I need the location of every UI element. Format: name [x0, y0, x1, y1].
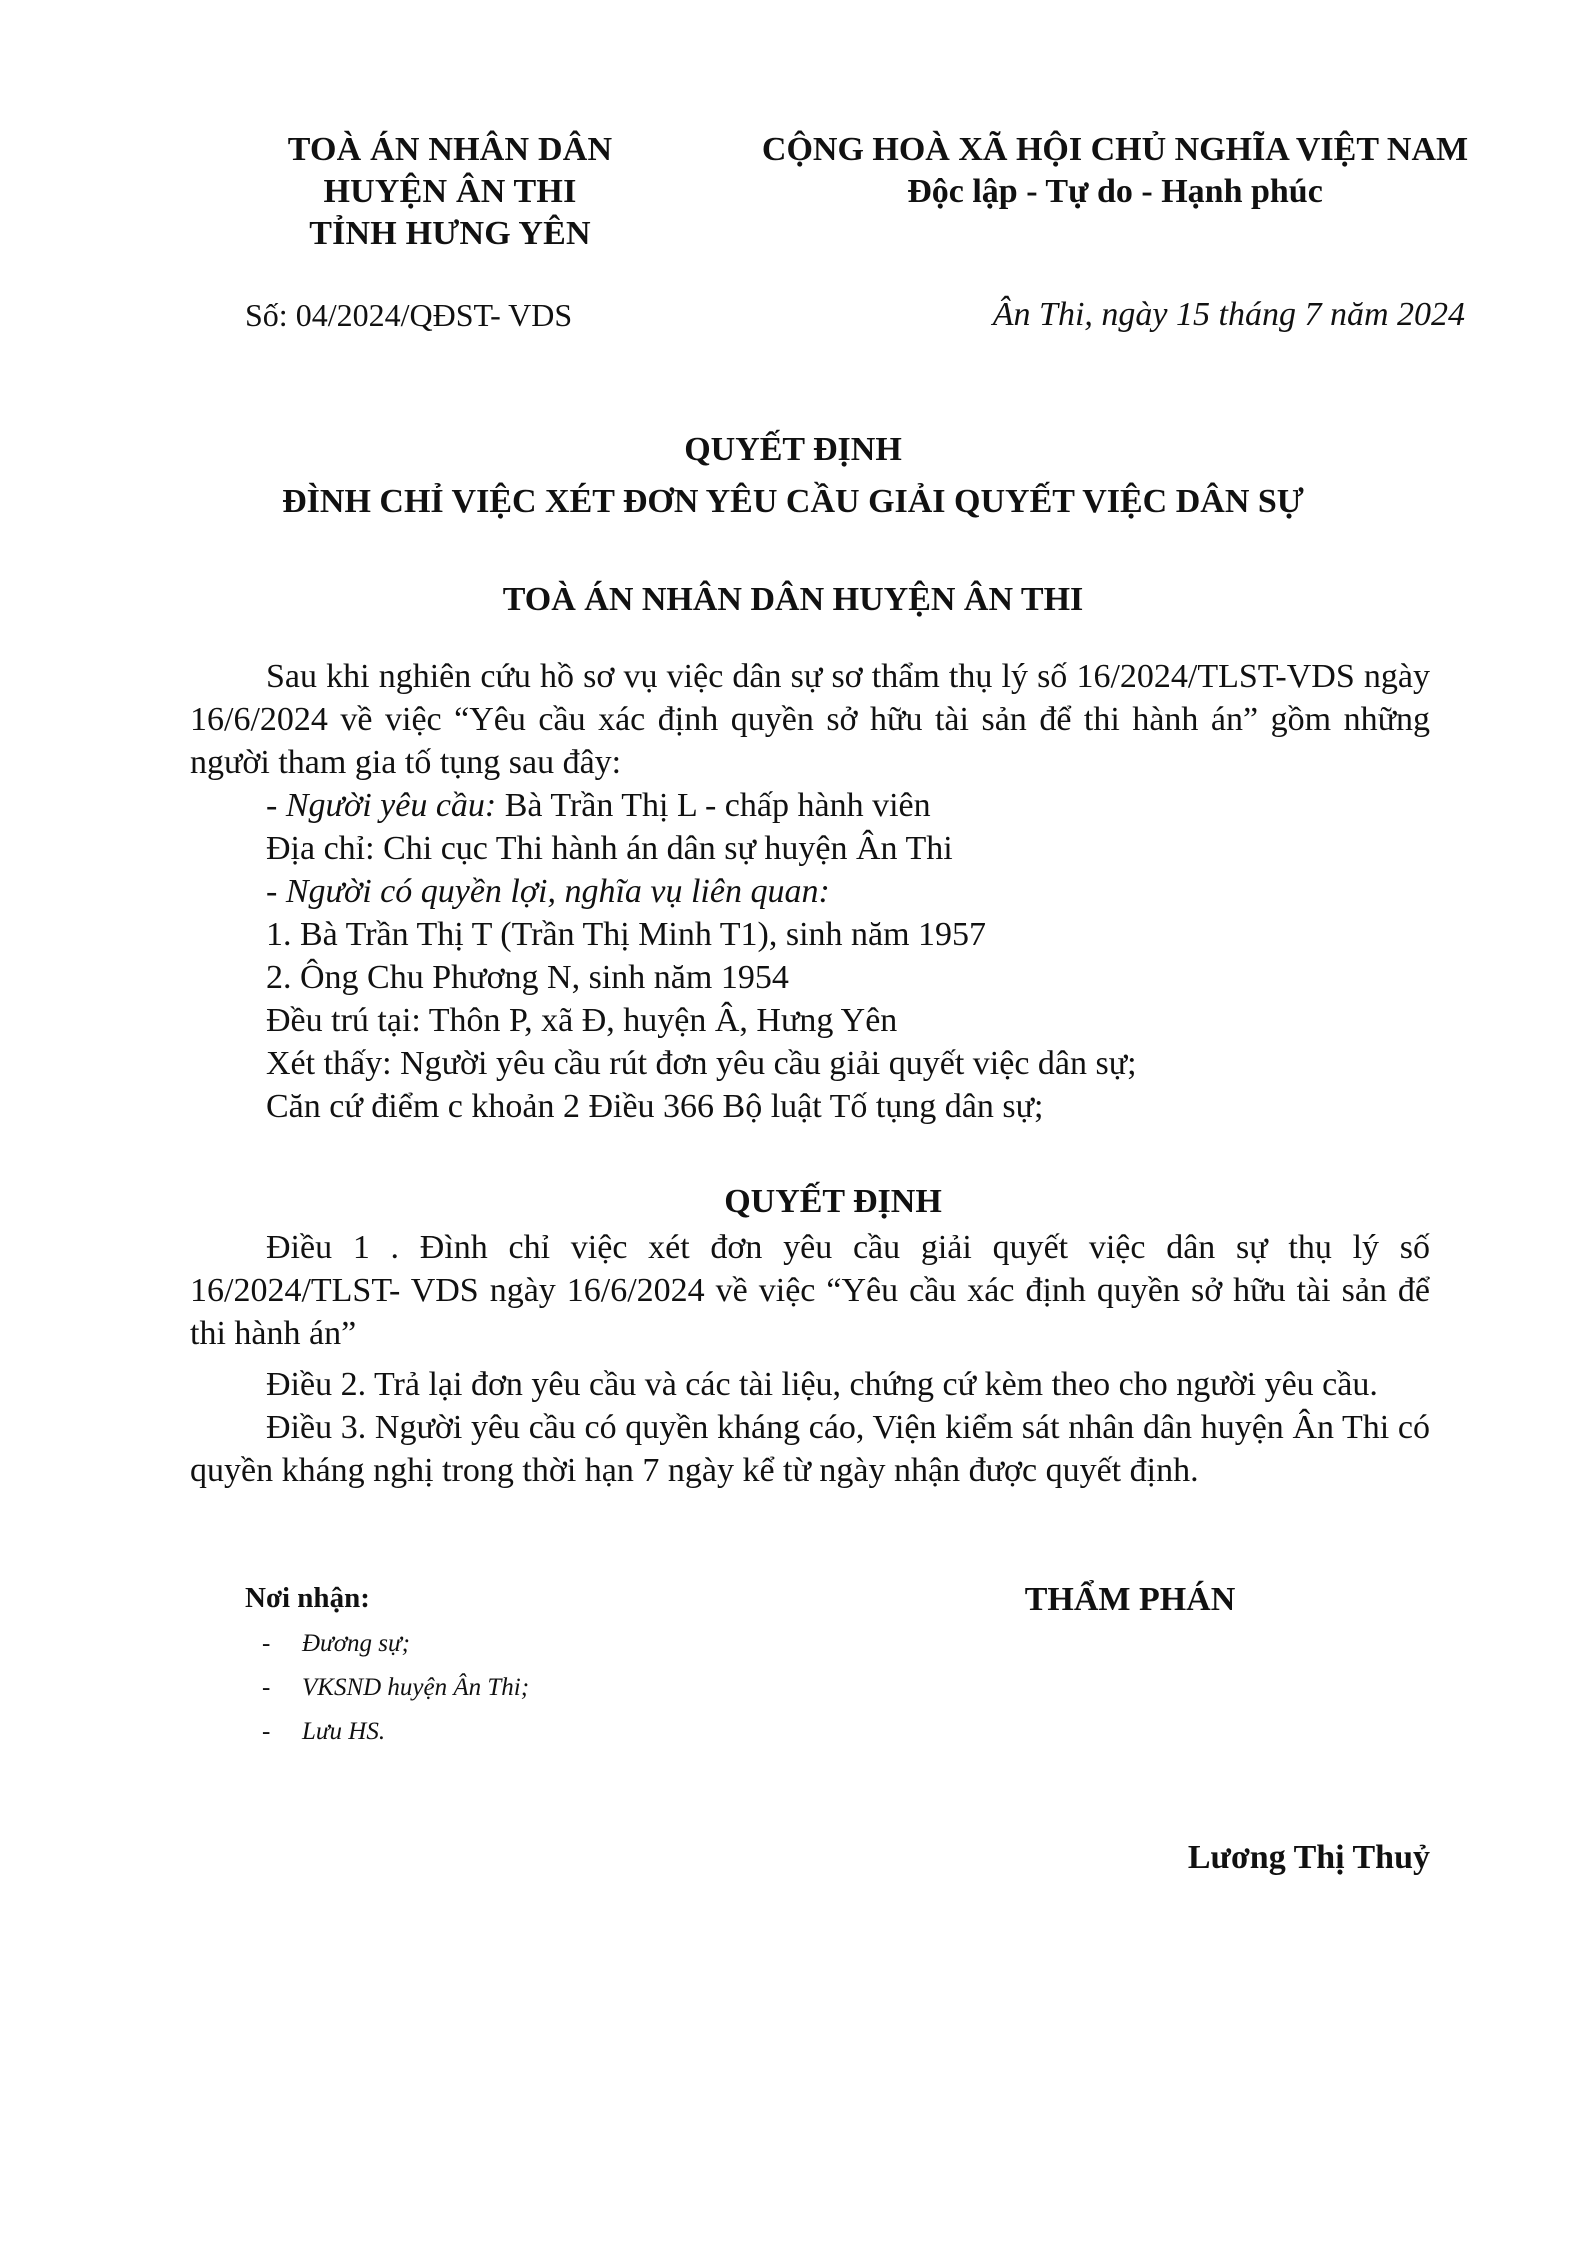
related-party-1: 1. Bà Trần Thị T (Trần Thị Minh T1), sinh năm 1957 — [266, 916, 987, 953]
document-body — [190, 655, 1430, 1128]
decision-heading: QUYẾT ĐỊNH — [724, 1183, 942, 1220]
document-date: Ân Thi, ngày 15 tháng 7 năm 2024 — [992, 296, 1465, 333]
recipients-title: Nơi nhận: — [245, 1582, 370, 1614]
article-3: Điều 3. Người yêu cầu có quyền kháng cáo, Viện kiểm sát nhân dân huyện Ân Thi có quyền kháng nghị trong thời hạn 7 ngày kể từ ngày nhận được quyết định. — [190, 1409, 1430, 1489]
recipient-text: Lưu HS. — [302, 1718, 386, 1745]
requester-value: Bà Trần Thị L - chấp hành viên — [496, 787, 931, 824]
article-2: Điều 2. Trả lại đơn yêu cầu và các tài liệu, chứng cứ kèm theo cho người yêu cầu. — [266, 1366, 1378, 1403]
recipient-item — [262, 1628, 410, 1660]
signer-name: Lương Thị Thuỷ — [1187, 1839, 1430, 1876]
document-title: QUYẾT ĐỊNH — [684, 431, 902, 468]
article-1: Điều 1 . Đình chỉ việc xét đơn yêu cầu giải quyết việc dân sự thụ lý số 16/2024/TLST- VDS ngày 16/6/2024 về việc “Yêu cầu xác định quyền sở hữu tài sản để thi hành án” — [190, 1229, 1430, 1352]
list-dash: - — [262, 1630, 271, 1657]
requester-line — [190, 784, 1430, 827]
related-parties-label: - Người có quyền lợi, nghĩa vụ liên quan: — [266, 873, 830, 910]
nation-title: CỘNG HOÀ XÃ HỘI CHỦ NGHĨA VIỆT NAM — [761, 131, 1469, 168]
document-subtitle: ĐÌNH CHỈ VIỆC XÉT ĐƠN YÊU CẦU GIẢI QUYẾT VIỆC DÂN SỰ — [282, 483, 1304, 520]
court-name-line-1: TOÀ ÁN NHÂN DÂN — [287, 131, 613, 168]
list-dash: - — [262, 1718, 271, 1745]
related-party-2: 2. Ông Chu Phương N, sinh năm 1954 — [266, 959, 789, 996]
recipient-item — [262, 1716, 385, 1748]
recipient-text: Đương sự; — [302, 1630, 410, 1657]
requester-label: - Người yêu cầu: — [266, 787, 497, 824]
document-number: Số: 04/2024/QĐST- VDS — [245, 297, 573, 333]
list-dash: - — [262, 1674, 271, 1701]
finding-line: Xét thấy: Người yêu cầu rút đơn yêu cầu giải quyết việc dân sự; — [266, 1045, 1137, 1082]
legal-basis-line: Căn cứ điểm c khoản 2 Điều 366 Bộ luật Tố tụng dân sự; — [266, 1088, 1044, 1125]
national-motto: Độc lập - Tự do - Hạnh phúc — [907, 173, 1323, 210]
recipient-item — [262, 1672, 529, 1704]
issuing-court: TOÀ ÁN NHÂN DÂN HUYỆN ÂN THI — [502, 581, 1084, 618]
court-name-line-2: HUYỆN ÂN THI — [323, 173, 577, 210]
intro-paragraph: Sau khi nghiên cứu hồ sơ vụ việc dân sự sơ thẩm thụ lý số 16/2024/TLST-VDS ngày 16/6/2024 về việc “Yêu cầu xác định quyền sở hữu tài sản để thi hành án” gồm những người tham gia tố tụng sau đây: — [190, 658, 1430, 781]
signer-title: THẨM PHÁN — [1024, 1581, 1236, 1618]
residence-line: Đều trú tại: Thôn P, xã Đ, huyện Â, Hưng Yên — [266, 1002, 898, 1039]
requester-address: Địa chỉ: Chi cục Thi hành án dân sự huyện Ân Thi — [266, 830, 953, 867]
court-name-line-3: TỈNH HƯNG YÊN — [309, 215, 591, 252]
recipient-text: VKSND huyện Ân Thi; — [302, 1674, 530, 1701]
decision-articles — [190, 1226, 1430, 1492]
